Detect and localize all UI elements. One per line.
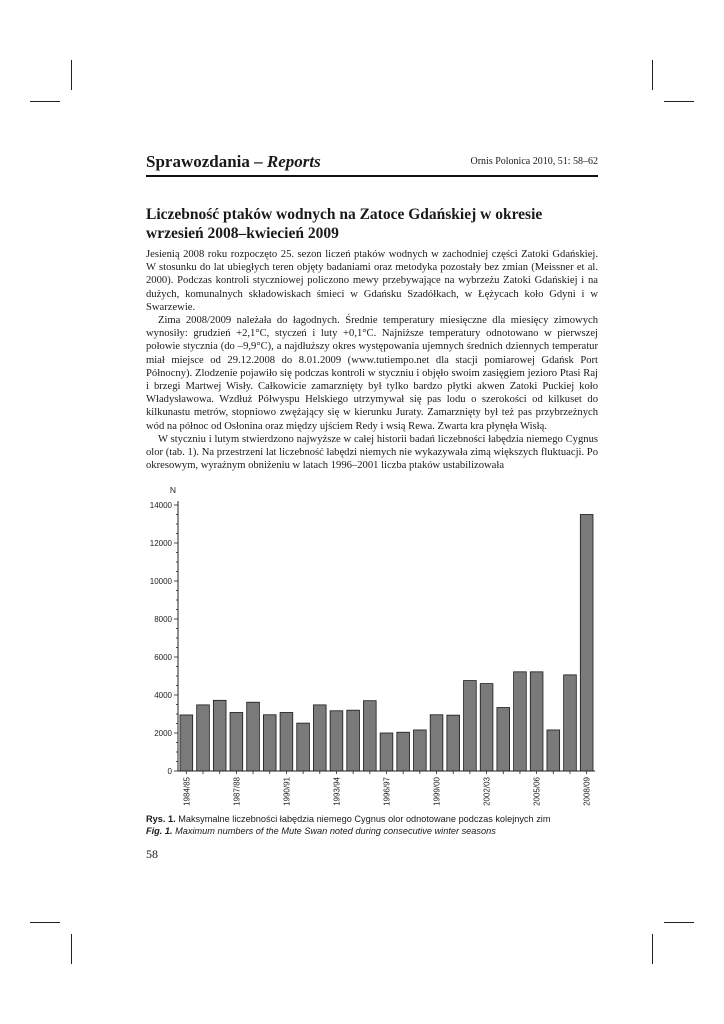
bar: [180, 715, 193, 771]
caption-en-text: Maximum numbers of the Mute Swan noted during consecutive winter seasons: [175, 826, 496, 836]
bar: [213, 700, 226, 771]
section-header: [146, 152, 321, 172]
bar: [263, 715, 276, 771]
y-tick-label: 0: [167, 767, 172, 776]
y-tick-label: 2000: [154, 729, 172, 738]
y-tick-label: 6000: [154, 653, 172, 662]
crop-mark-top-right-h: [664, 101, 694, 102]
x-tick-label: 2008/09: [582, 777, 592, 806]
crop-mark-top-left-h: [30, 101, 60, 102]
bar: [363, 701, 376, 771]
swan-bar-chart: [140, 483, 610, 811]
journal-citation: Ornis Polonica 2010, 51: 58–62: [470, 156, 598, 167]
article-title: Liczebność ptaków wodnych na Zatoce Gdańskiej w okresie wrzesień 2008–kwiecień 2009: [146, 206, 543, 242]
bar: [197, 705, 210, 771]
bar: [530, 672, 543, 771]
y-tick-label: 8000: [154, 615, 172, 624]
y-axis-label: N: [169, 485, 177, 495]
crop-mark-top-left-v: [71, 60, 72, 90]
bar: [230, 712, 243, 771]
paragraph-2: Zima 2008/2009 należała do łagodnych. Średnie temperatury miesięczne dla miesięcy zimowych wynosiły: grudzień +2,1°C, styczeń i luty +0,1°C. Najniższe temperatury odnotowano w pierwszej połowie stycznia (do –9,9°C), a najdłuższy okres występowania ujemnych średnich dziennych temperatur miał miejsce od 29.12.2008 do 8.01.2009 (www.tutiempo.net dla stacji pomiarowej Gdańsk Port Północny). Zlodzenie pojawiło się podczas kontroli w styczniu i objęło swoim zasięgiem jezioro Ptasi Raj i brzegi Martwej Wisły. Całkowicie zamarznięty był tylko bardzo płytki akwen Zatoki Puckiej koło Władysławowa. Wzdłuż Półwyspu Helskiego utrzymywał się pas lodu o szerokości od kilkuset do kilkunastu metrów, stopniowo zwężający się w kierunku Juraty. Zamarznięty był też pas przybrzeżnych wód na północ od Osłonina oraz między ujściem Redy i wsią Rewa. Zwarta kra płynęła Wisłą.: [146, 315, 598, 432]
article-body: [146, 248, 598, 472]
bar: [514, 672, 527, 771]
x-tick-label: 1996/97: [382, 777, 392, 806]
caption-pl-label: Rys. 1.: [146, 814, 176, 824]
bar: [297, 723, 310, 771]
bar: [430, 715, 443, 771]
header-rule: [146, 175, 598, 177]
bar: [447, 715, 460, 771]
x-tick-label: 1993/94: [332, 777, 342, 806]
x-tick-label: 1984/85: [182, 777, 192, 806]
bar: [464, 681, 477, 771]
crop-mark-bottom-left-h: [30, 922, 60, 923]
x-tick-label: 2002/03: [482, 777, 492, 806]
caption-en: [146, 825, 606, 837]
x-tick-label: 1999/00: [432, 777, 442, 806]
caption-pl-text: Maksymalne liczebności łabędzia niemego Cygnus olor odnotowane podczas kolejnych zim: [178, 814, 551, 824]
page-number: 58: [146, 847, 158, 861]
bar: [380, 733, 393, 771]
x-tick-label: 1987/88: [232, 777, 242, 806]
paragraph-3: W styczniu i lutym stwierdzono najwyższe w całej historii badań liczebności łabędzia niemego Cygnus olor (tab. 1). Na przestrzeni lat liczebność łabędzi niemych nie wykazywała zimą większych fluktuacji. Po okresowym, wyraźnym obniżeniu w latach 1996–2001 liczba ptaków ustabilizowała: [146, 433, 598, 472]
crop-mark-bottom-left-v: [71, 934, 72, 964]
figure-caption: [146, 813, 606, 837]
crop-mark-bottom-right-v: [652, 934, 653, 964]
section-header-en: Reports: [266, 152, 321, 171]
y-tick-label: 10000: [149, 577, 172, 586]
bar: [480, 684, 493, 771]
x-tick-label: 1990/91: [282, 777, 292, 806]
section-header-pl: Sprawozdania –: [146, 152, 267, 171]
bar: [580, 515, 593, 772]
bar: [313, 705, 326, 771]
bar: [347, 710, 360, 771]
y-tick-label: 4000: [154, 691, 172, 700]
y-tick-label: 12000: [149, 539, 172, 548]
crop-mark-bottom-right-h: [664, 922, 694, 923]
caption-pl: [146, 813, 606, 825]
bar: [247, 702, 260, 771]
paragraph-1: Jesienią 2008 roku rozpoczęto 25. sezon liczeń ptaków wodnych w zachodniej części Zatoki Gdańskiej. W stosunku do lat ubiegłych teren objęty badaniami oraz metodyka pozostały bez zmian (Meissner et al. 2000). Podczas kontroli styczniowej policzono mewy przebywające na wybrzeżu Zatoki Gdańskiej i na dużych, komunalnych składowiskach śmieci w Gdańsku Szadółkach, w Łężycach koło Gdyni i w Swarzewie.: [146, 249, 598, 313]
caption-en-label: Fig. 1.: [146, 826, 173, 836]
x-tick-label: 2005/06: [532, 777, 542, 806]
bar: [564, 675, 577, 771]
bar: [547, 730, 560, 771]
crop-mark-top-right-v: [652, 60, 653, 90]
y-tick-label: 14000: [149, 501, 172, 510]
bar: [497, 708, 510, 771]
bar: [414, 730, 427, 771]
bar: [330, 711, 343, 771]
bar: [280, 712, 293, 771]
bar: [397, 732, 410, 771]
